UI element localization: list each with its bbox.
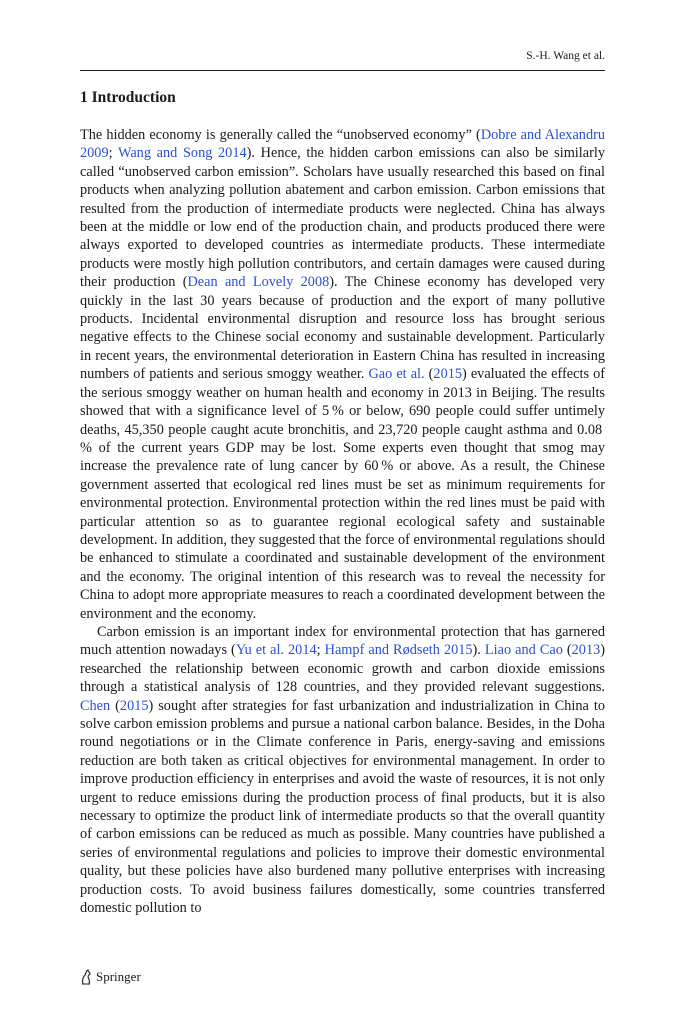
text-run: The hidden economy is generally called the “unobserved economy” (: [80, 127, 481, 143]
citation-link[interactable]: Gao et al.: [368, 366, 425, 383]
text-run: ). Hence, the hidden carbon emissions can also be similarly called “unobserved carbon emission”. Scholars have usually researched this based on final products when analyzing pollution abatement and carbon emission. Carbon emissions that resulted from the production of intermediate products were neglected. China has always been at the middle or low end of the production chain, and products produced there were always exported to developed countries as intermediate products. These intermediate products were mostly high pollution contributors, and certain damages were caused during their production (: [80, 145, 605, 291]
text-run: ). The Chinese economy has developed very quickly in the last 30 years because of production and the export of many pollutive products. Incidental environmental disruption and resource loss has brought serious negative effects to the Chinese social economy and sustainable development. Particularly in recent years, the environmental deterioration in Eastern China has resulted in increasing numbers of patients and serious smoggy weather.: [80, 274, 605, 383]
springer-horse-icon: [80, 969, 92, 985]
text-run: ) sought after strategies for fast urbanization and industrialization in China to solve carbon emission problems and pursue a national carbon balance. Besides, in the Doha round negotiations or in the Climate conference in Paris, energy-saving and emissions reduction are both taken as critical objectives for environmental management. In order to improve production efficiency in enterprises and avoid the waste of resources, it is not only urgent to reduce emissions during the production process of final products, but it is also necessary to optimize the product link of intermediate products so that the overall quantity of carbon emissions can be reduced as much as possible. Many countries have published a series of environmental regulations and policies to improve their domestic environmental quality, but these policies have also burdened many pollutive enterprises with increasing production costs. To avoid business failures domestically, some countries transferred domestic pollution to: [80, 697, 605, 917]
text-run: (: [110, 697, 120, 714]
body-text: [80, 126, 605, 917]
text-run: ) evaluated the effects of the serious smoggy weather on human health and economy in 2013 in Beijing. The results showed that with a significance level of 5 % or below, 690 people could suffer untimely deaths, 45,350 people caught acute bronchitis, and 23,720 people caught asthma and 0.08 % of the current years GDP may be lost. Some experts even thought that smog may increase the prevalence rate of lung cancer by 60 % or above. As a result, the Chinese government asserted that ecological red lines must be set as minimum requirements for environmental protection. Environmental protection within the red lines must be paid with particular attention so as to guarantee regional ecological safety and sustainable development. In addition, they suggested that the force of environmental regulations should be enhanced to stimulate a coordinated and sustainable development of the environment and the economy. The original intention of this research was to reveal the necessity for China to adopt more appropriate measures to reach a coordinated development between the environment and the economy.: [80, 366, 605, 622]
citation-link[interactable]: 2015: [119, 697, 149, 714]
publisher-footer: [80, 969, 141, 985]
citation-link[interactable]: Chen: [80, 697, 111, 714]
citation-link[interactable]: Dean and Lovely 2008: [187, 274, 330, 291]
citation-link[interactable]: Hampf and Rødseth 2015: [324, 642, 473, 659]
citation-link[interactable]: Liao and Cao: [484, 642, 563, 659]
citation-link[interactable]: 2015: [433, 366, 463, 383]
citation-link[interactable]: 2013: [571, 642, 601, 659]
text-run: (: [424, 366, 434, 383]
citation-link[interactable]: Dobre and Alexandru 2009: [80, 127, 605, 162]
text-run: ) researched the relationship between economic growth and carbon dioxide emissions through a statistical analysis of 128 countries, and they provided relevant suggestions.: [80, 642, 606, 696]
text-run: Carbon emission is an important index for environmental protection that has garnered much attention nowadays (: [80, 623, 605, 659]
text-run: ).: [472, 642, 485, 659]
text-run: (: [562, 642, 572, 659]
citation-link[interactable]: Yu et al. 2014: [235, 642, 317, 659]
paragraph-2: [80, 623, 605, 918]
running-head: S.-H. Wang et al.: [526, 50, 605, 62]
citation-link[interactable]: Wang and Song 2014: [117, 145, 247, 162]
header-rule: [80, 70, 605, 71]
section-title: 1 Introduction: [80, 89, 176, 106]
text-run: ;: [108, 145, 118, 162]
text-run: ;: [316, 642, 325, 659]
paragraph-1: [80, 126, 605, 623]
publisher-name: Springer: [96, 969, 141, 984]
